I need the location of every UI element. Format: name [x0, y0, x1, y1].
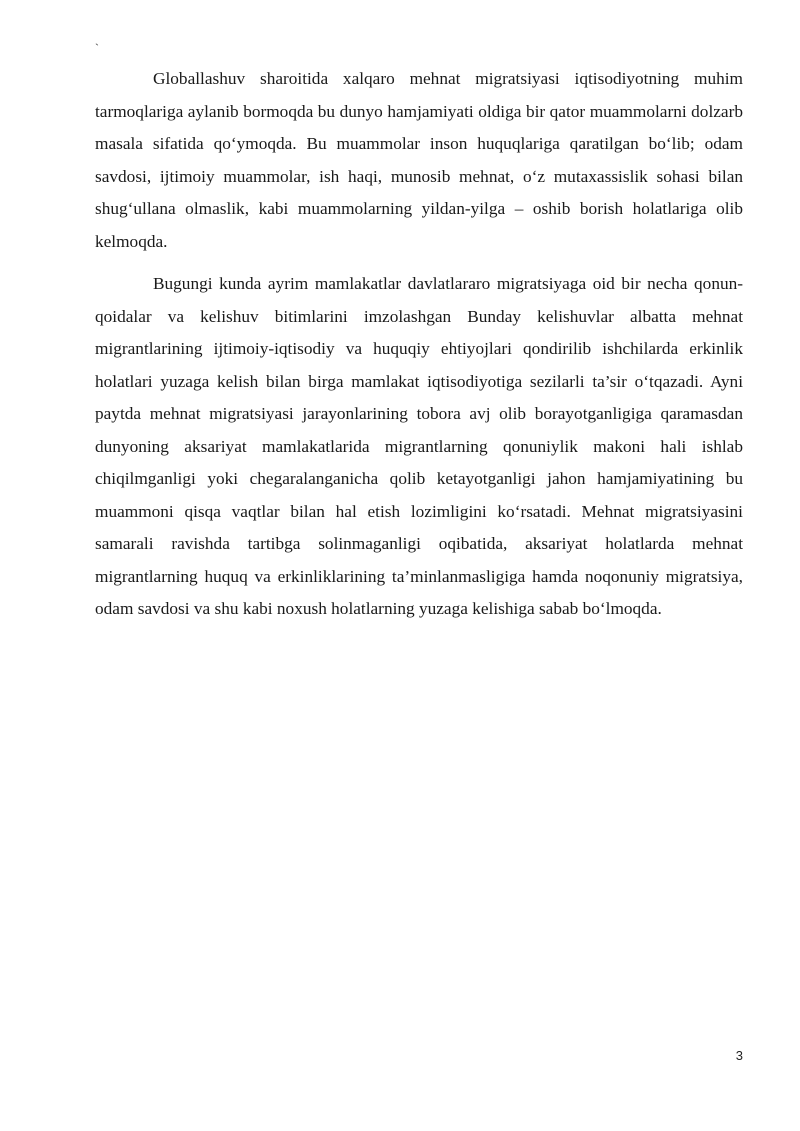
paragraph-1: Globallashuv sharoitida xalqaro mehnat migratsiyasi iqtisodiyotning muhim tarmoqlariga aylanib bormoqda bu dunyo hamjamiyati oldiga bir qator muammolarni dolzarb masala sifatida qo‘ymoqda. Bu muammolar inson huquqlariga qaratilgan bo‘lib; odam savdosi, ijtimoiy muammolar, ish haqi, munosib mehnat, o‘z mutaxassislik sohasi bilan shug‘ullana olmaslik, kabi muammolarning yildan-yilga – oshib borish holatlariga olib kelmoqda. [95, 69, 743, 251]
stray-mark: ` [95, 41, 99, 55]
body-text [95, 63, 743, 626]
page-number: 3 [735, 1048, 743, 1063]
paragraph-2: Bugungi kunda ayrim mamlakatlar davlatlararo migratsiyaga oid bir necha qonun-qoidalar va kelishuv bitimlarini imzolashgan Bunday kelishuvlar albatta mehnat migrantlarining ijtimoiy-iqtisodiy va huquqiy ehtiyojlari qondirilib ishchilarda erkinlik holatlari yuzaga kelish bilan birga mamlakat iqtisodiyotiga sezilarli ta’sir o‘tqazadi. Ayni paytda mehnat migratsiyasi jarayonlarining tobora avj olib borayotganligiga qaramasdan dunyoning aksariyat mamlakatlarida migrantlarning qonuniylik makoni hali ishlab chiqilmganligi yoki chegaralanganicha qolib ketayotganligi jahon hamjamiyatining bu muammoni qisqa vaqtlar bilan hal etish lozimligini ko‘rsatadi. Mehnat migratsiyasini samarali ravishda tartibga solinmaganligi oqibatida, aksariyat holatlarda mehnat migrantlarning huquq va erkinliklarining ta’minlanmasligiga hamda noqonuniy migratsiya, odam savdosi va shu kabi noxush holatlarning yuzaga kelishiga sabab bo‘lmoqda. [95, 274, 743, 618]
